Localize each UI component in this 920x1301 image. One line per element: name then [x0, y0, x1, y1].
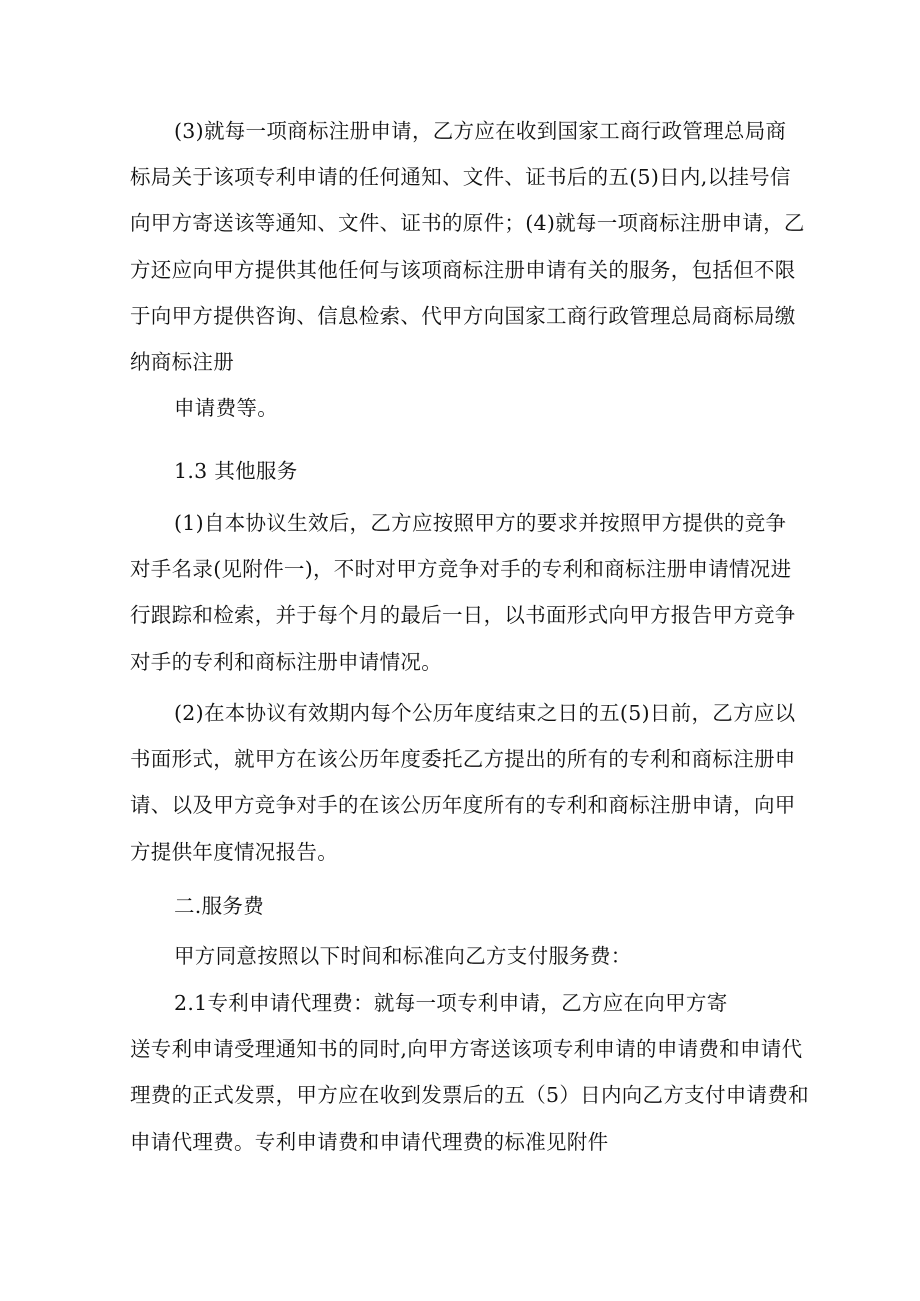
- text-line: 请、以及甲方竞争对手的在该公历年度所有的专利和商标注册申请，向甲: [130, 793, 796, 818]
- text-line: 于向甲方提供咨询、信息检索、代甲方向国家工商行政管理总局商标局缴: [130, 303, 796, 328]
- text-line: 方提供年度情况报告。: [130, 839, 338, 864]
- text-line: 行跟踪和检索，并于每个月的最后一日，以书面形式向甲方报告甲方竞争: [130, 603, 796, 628]
- text-line: 对手的专利和商标注册申请情况。: [130, 649, 442, 674]
- paragraph-competitor-tracking: [130, 500, 796, 685]
- text-line: (3)就每一项商标注册申请，乙方应在收到国家工商行政管理总局商: [174, 119, 787, 143]
- paragraph-patent-agency-fee: [130, 980, 809, 1165]
- paragraph-annual-report: [130, 690, 796, 875]
- text-line: 书面形式，就甲方在该公历年度委托乙方提出的所有的专利和商标注册申: [130, 747, 796, 772]
- text-line: 方还应向甲方提供其他任何与该项商标注册申请有关的服务，包括但不限: [130, 257, 796, 282]
- text-line: 标局关于该项专利申请的任何通知、文件、证书后的五(5)日内,以挂号信: [130, 165, 791, 190]
- text-line: (2)在本协议有效期内每个公历年度结束之日的五(5)日前，乙方应以: [174, 701, 796, 725]
- text-line: (1)自本协议生效后，乙方应按照甲方的要求并按照甲方提供的竞争: [174, 511, 787, 535]
- paragraph-trademark-notice: [130, 108, 805, 385]
- section-heading-other-services: [130, 448, 790, 494]
- text-line: 送专利申请受理通知书的同时,向甲方寄送该项专利申请的申请费和申请代: [130, 1037, 803, 1062]
- text-line: 纳商标注册: [130, 349, 234, 374]
- text-line: 对手名录(见附件一)，不时对甲方竞争对手的专利和商标注册申请情况进: [130, 557, 792, 582]
- text-line: 2.1专利申请代理费：就每一项专利申请，乙方应在向甲方寄: [174, 991, 728, 1015]
- text-line: 1.3 其他服务: [174, 459, 298, 483]
- text-line: 申请费等。: [174, 396, 278, 420]
- text-line: 理费的正式发票，甲方应在收到发票后的五（5）日内向乙方支付申请费和: [130, 1083, 809, 1108]
- text-line: 甲方同意按照以下时间和标准向乙方支付服务费：: [174, 944, 632, 968]
- paragraph-payment-agreement: [130, 933, 790, 979]
- text-line: 向甲方寄送该等通知、文件、证书的原件；(4)就每一项商标注册申请，乙: [130, 211, 805, 236]
- paragraph-fee-continuation: [130, 385, 790, 431]
- section-heading-service-fee: [130, 883, 790, 929]
- text-line: 二.服务费: [174, 894, 265, 918]
- text-line: 申请代理费。专利申请费和申请代理费的标准见附件: [130, 1129, 609, 1154]
